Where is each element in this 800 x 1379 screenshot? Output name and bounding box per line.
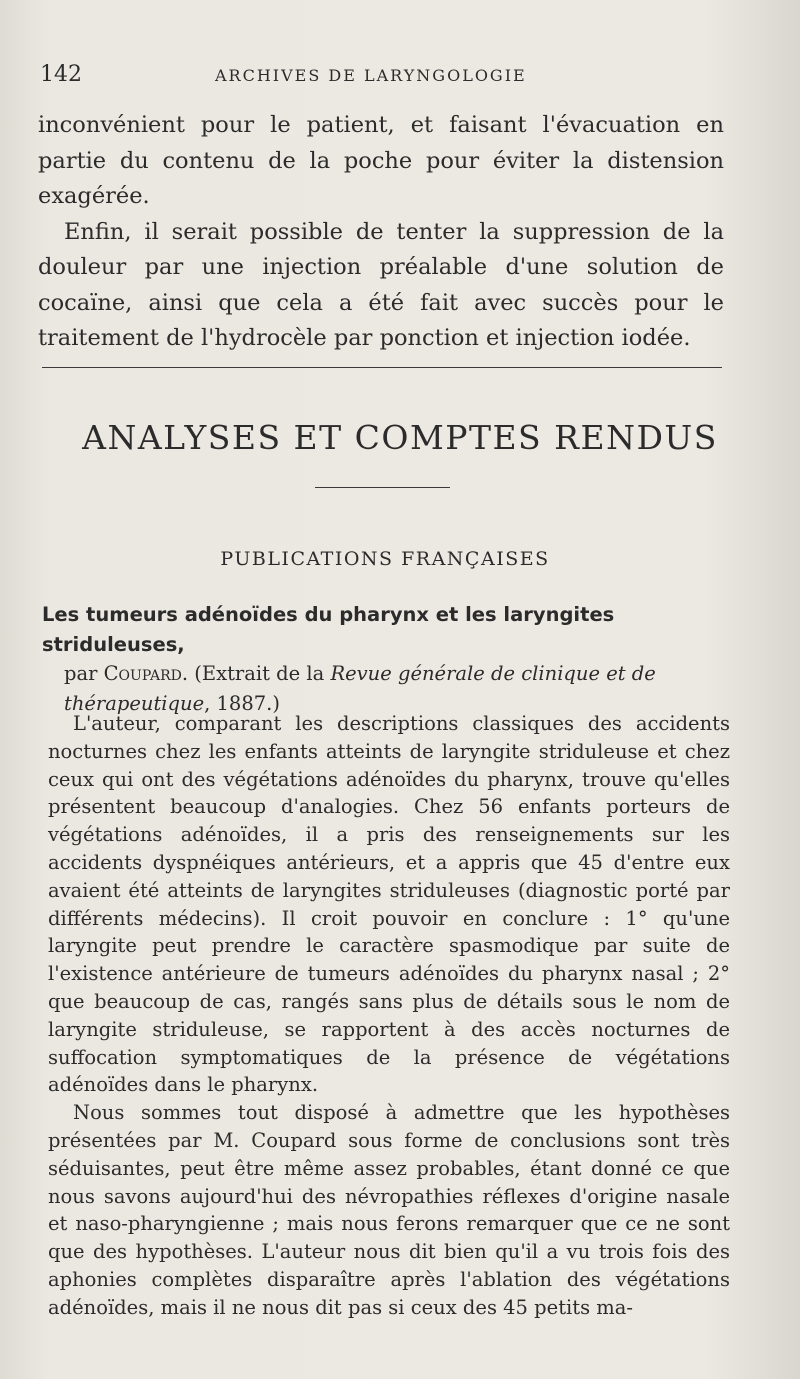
source-journal: Revue générale de clinique et de thérapeutique [64, 662, 656, 715]
carry-over-paragraph: inconvénient pour le patient, et faisant l'évacuation en partie du contenu de la poche pour éviter la distension exagérée. [38, 112, 724, 209]
running-head [40, 62, 740, 90]
subsection-title: PUBLICATIONS FRANÇAISES [220, 548, 550, 570]
carry-over-text [38, 108, 724, 357]
article-by: par [64, 662, 98, 685]
article-paragraph: L'auteur, comparant les descriptions classiques des accidents nocturnes chez les enfants atteints de laryngite striduleuse et chez ceux qui ont des végétations adénoïdes du pharynx, trouve qu'elles présentent beaucoup d'analogies. Chez 56 enfants porteurs de végétations adénoïdes, il a pris des renseignements sur les accidents dyspnéiques antérieurs, et a appris que 45 d'entre eux avaient été atteints de laryngites striduleuses (diagnostic porté par différents médecins). Il croit pouvoir en conclure : 1° qu'une laryngite peut prendre le caractère spasmodique par suite de l'existence antérieure de tumeurs adénoïdes du pharynx nasal ; 2° que beaucoup de cas, rangés sans plus de détails sous le nom de laryngite striduleuse, se rapportent à des accès nocturnes de suffocation symptomatiques de la présence de végétations adénoïdes dans le pharynx. [48, 712, 730, 1097]
journal-title: ARCHIVES DE LARYNGOLOGIE [215, 66, 527, 85]
section-title: ANALYSES ET COMPTES RENDUS [82, 418, 718, 457]
page-number: 142 [40, 62, 82, 87]
source-prefix: . (Extrait de la [181, 662, 325, 685]
article-heading [42, 600, 726, 718]
article-body [48, 710, 730, 1322]
title-underline [315, 487, 450, 488]
article-author: Coupard [103, 662, 182, 685]
carry-over-paragraph: Enfin, il serait possible de tenter la suppression de la douleur par une injection préalable d'une solution de cocaïne, ainsi que cela a été fait avec succès pour le traitement de l'hydrocèle par ponction et injection iodée. [38, 218, 724, 351]
source-suffix: , 1887.) [204, 691, 280, 715]
article-paragraph: Nous sommes tout disposé à admettre que les hypothèses présentées par M. Coupard sous forme de conclusions sont très séduisantes, peut être même assez probables, étant donné ce que nous savons aujourd'hui des névropathies réflexes d'origine nasale et naso-pharyngienne ; mais nous ferons remarquer que ce ne sont que des hypothèses. L'auteur nous dit bien qu'il a vu trois fois des aphonies complètes disparaître après l'ablation des végétations adénoïdes, mais il ne nous dit pas si ceux des 45 petits ma- [48, 1101, 730, 1319]
section-divider [42, 367, 722, 368]
article-title: Les tumeurs adénoïdes du pharynx et les laryngites striduleuses, [42, 603, 615, 656]
